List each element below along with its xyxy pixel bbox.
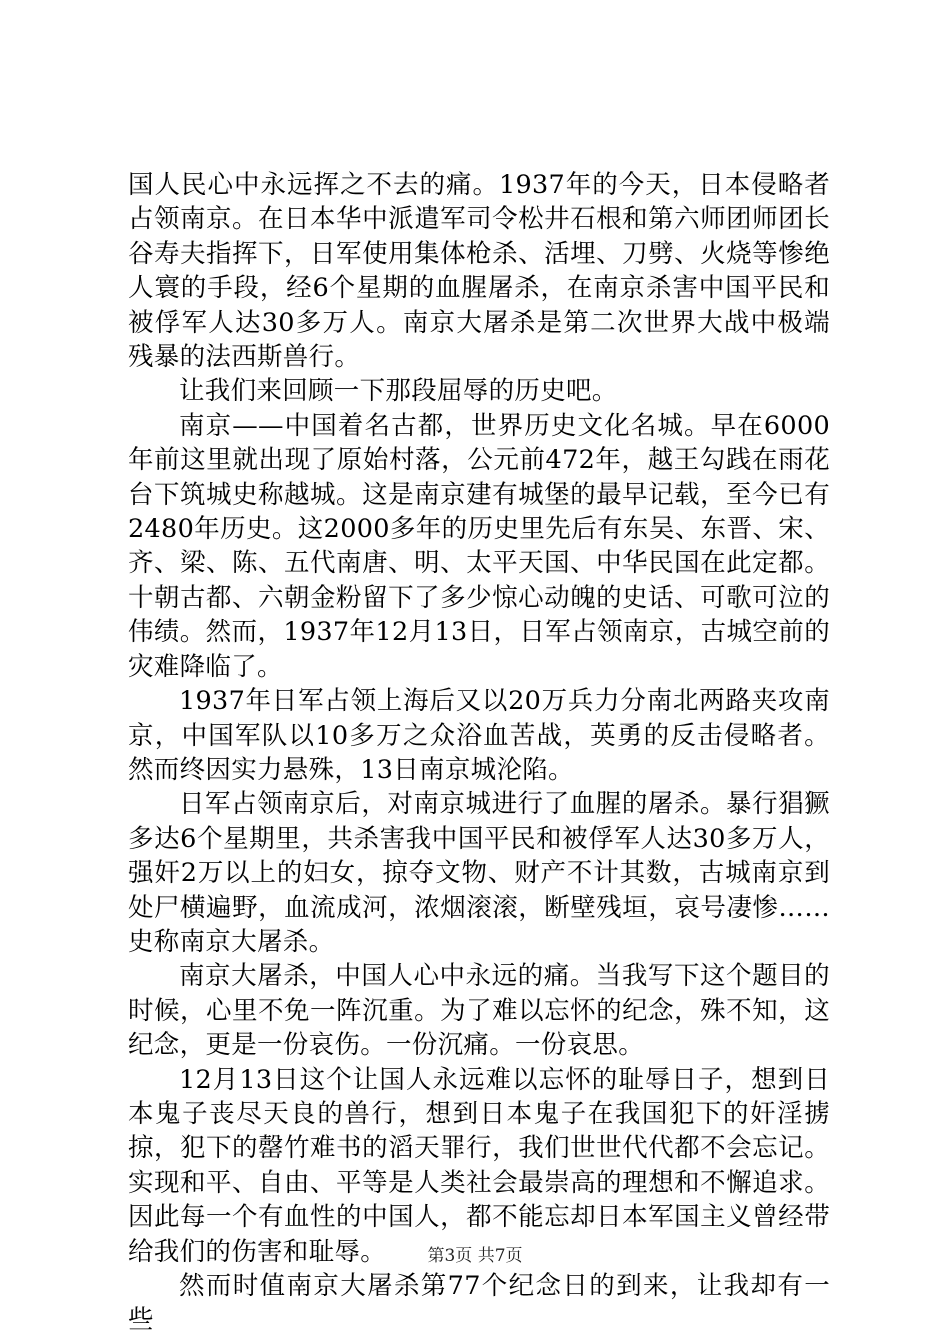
paragraph-5: 日军占领南京后，对南京城进行了血腥的屠杀。暴行猖獗多达6个星期里，共杀害我中国平民和被俘军人达30多万人，强奸2万以上的妇女，掠夺文物、财产不计其数，古城南京到处尸横遍野，血流成河，浓烟滚滚，断壁残垣，哀号凄惨……史称南京大屠杀。 bbox=[128, 789, 830, 957]
paragraph-3: 南京——中国着名古都，世界历史文化名城。早在6000年前这里就出现了原始村落，公元前472年，越王勾践在雨花台下筑城史称越城。这是南京建有城堡的最早记载，至今已有2480年历史。这2000多年的历史里先后有东吴、东晋、宋、齐、梁、陈、五代南唐、明、太平天国、中华民国在此定都。十朝古都、六朝金粉留下了多少惊心动魄的史话、可歌可泣的伟绩。然而，1937年12月13日，日军占领南京，古城空前的灾难降临了。 bbox=[128, 410, 830, 682]
paragraph-2: 让我们来回顾一下那段屈辱的历史吧。 bbox=[179, 376, 618, 407]
paragraph-4: 1937年日军占领上海后又以20万兵力分南北两路夹攻南京，中国军队以10多万之众浴血苦战，英勇的反击侵略者。然而终因实力悬殊，13日南京城沦陷。 bbox=[128, 686, 830, 785]
paragraph-8: 然而时值南京大屠杀第77个纪念日的到来，让我却有一些 bbox=[128, 1271, 830, 1336]
paragraph-6: 南京大屠杀，中国人心中永远的痛。当我写下这个题目的时候，心里不免一阵沉重。为了难以忘怀的纪念，殊不知，这纪念，更是一份哀伤。一份沉痛。一份哀思。 bbox=[128, 961, 830, 1061]
document-body bbox=[128, 168, 830, 1338]
page-footer: 第3页 共7页 bbox=[427, 1246, 523, 1266]
paragraph-7: 12月13日这个让国人永远难以忘怀的耻辱日子，想到日本鬼子丧尽天良的兽行，想到日本鬼子在我国犯下的奸淫掳掠，犯下的罄竹难书的滔天罪行，我们世世代代都不会忘记。实现和平、自由、平等是人类社会最崇高的理想和不懈追求。因此每一个有血性的中国人，都不能忘却日本军国主义曾经带给我们的伤害和耻辱。 bbox=[128, 1064, 830, 1267]
paragraph-1: 国人民心中永远挥之不去的痛。1937年的今天，日本侵略者占领南京。在日本华中派遣军司令松井石根和第六师团师团长谷寿夫指挥下，日军使用集体枪杀、活埋、刀劈、火烧等惨绝人寰的手段，经6个星期的血腥屠杀，在南京杀害中国平民和被俘军人达30多万人。南京大屠杀是第二次世界大战中极端残暴的法西斯兽行。 bbox=[128, 170, 830, 373]
